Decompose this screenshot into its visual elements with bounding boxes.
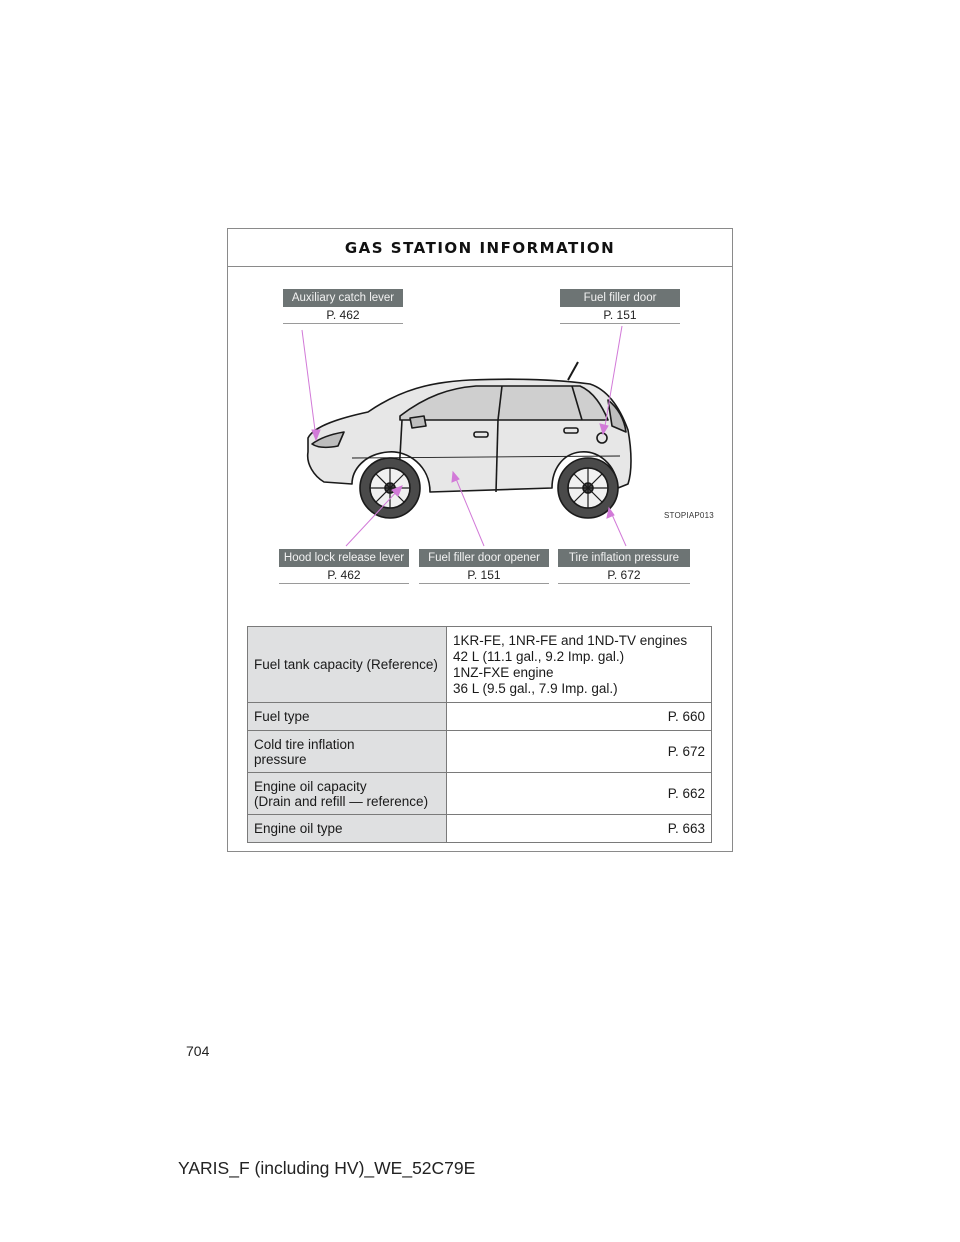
capacity-line: 1NZ-FXE engine: [453, 664, 554, 680]
row-label: [248, 773, 447, 815]
label-line: pressure: [254, 751, 307, 767]
table-row: [248, 815, 712, 843]
label-line: Engine oil capacity: [254, 778, 367, 794]
image-code: STOPIAP013: [664, 511, 714, 520]
page-title: GAS STATION INFORMATION: [344, 238, 616, 257]
callout-label: Fuel filler door: [560, 289, 680, 307]
row-page-ref[interactable]: P. 660: [447, 703, 712, 731]
fuel-capacity-values: [447, 627, 712, 703]
callout-label: Fuel filler door opener: [419, 549, 549, 567]
callout-label: Tire inflation pressure: [558, 549, 690, 567]
table-row: [248, 703, 712, 731]
page-number: 704: [186, 1043, 210, 1059]
callout-page-ref[interactable]: P. 151: [419, 567, 549, 584]
row-label: [248, 731, 447, 773]
capacity-line: 1KR-FE, 1NR-FE and 1ND-TV engines: [453, 632, 688, 648]
row-label: Fuel tank capacity (Reference): [248, 627, 447, 703]
row-page-ref[interactable]: P. 663: [447, 815, 712, 843]
table-row: [248, 773, 712, 815]
callout-label: Auxiliary catch lever: [283, 289, 403, 307]
callout-page-ref[interactable]: P. 462: [279, 567, 409, 584]
callout-label: Hood lock release lever: [279, 549, 409, 567]
capacity-line: 42 L (11.1 gal., 9.2 Imp. gal.): [453, 648, 625, 664]
label-line: Cold tire inflation: [254, 736, 355, 752]
label-line: (Drain and refill — reference): [254, 793, 429, 809]
callout-page-ref[interactable]: P. 462: [283, 307, 403, 324]
table-row: [248, 627, 712, 703]
spec-table: [247, 626, 712, 843]
callout-page-ref[interactable]: P. 672: [558, 567, 690, 584]
row-label: Fuel type: [248, 703, 447, 731]
row-label: Engine oil type: [248, 815, 447, 843]
callout-page-ref[interactable]: P. 151: [560, 307, 680, 324]
capacity-line: 36 L (9.5 gal., 7.9 Imp. gal.): [453, 680, 618, 696]
row-page-ref[interactable]: P. 662: [447, 773, 712, 815]
table-row: [248, 731, 712, 773]
document-footer: YARIS_F (including HV)_WE_52C79E: [178, 1158, 476, 1178]
row-page-ref[interactable]: P. 672: [447, 731, 712, 773]
